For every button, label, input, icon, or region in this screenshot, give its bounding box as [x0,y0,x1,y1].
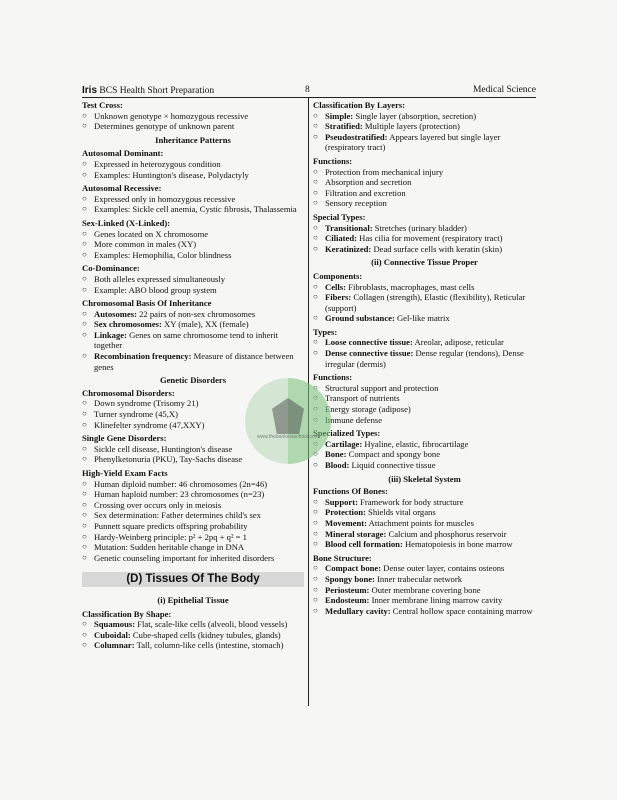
special-heading: Special Types: [313,211,366,222]
item-text: Central hollow space containing marrow [390,605,533,616]
bullet-icon: ○ [313,198,318,208]
item-text: Crossing over occurs only in meiosis [94,499,222,510]
bullet-icon: ○ [82,619,87,629]
item-text: Expressed in heterozygous condition [94,158,221,169]
item-text: Phenylketonuria (PKU), Tay-Sachs disease [94,454,243,465]
functions-list [313,167,536,209]
list-item [313,167,536,178]
item-text: Appears layered but single layer (respiratory tract) [325,131,501,153]
item-term: Fibers: [325,292,352,303]
list-item [313,606,536,617]
bullet-icon: ○ [313,281,318,291]
bullet-icon: ○ [313,131,318,141]
item-term: Support: [325,496,358,507]
list-item [82,510,304,521]
bullet-icon: ○ [82,510,87,520]
test_cross-list [82,111,304,132]
chrom_basis-heading: Chromosomal Basis Of Inheritance [82,298,212,309]
codom-heading: Co-Dominance: [82,263,140,274]
item-term: Compact bone: [325,563,382,574]
item-term: Mineral storage: [325,528,387,539]
bone_struct-list [313,563,536,616]
bullet-icon: ○ [82,158,87,168]
item-text: Hematopoiesis in bone marrow [402,539,513,550]
list-item [313,198,536,209]
bullet-icon: ○ [82,409,87,419]
list-item [82,159,304,170]
item-text: Mutation: Sudden heritable change in DNA [94,542,245,553]
bone_func-list [313,497,536,550]
bullet-icon: ○ [82,273,87,283]
item-text: Unknown genotype × homozygous recessive [94,110,249,121]
bullet-icon: ○ [313,166,318,176]
watermark-text: www.thebankersschool.com [257,434,319,440]
types-list [313,337,536,369]
bullet-icon: ○ [82,228,87,238]
item-term: Dense connective tissue: [325,348,414,359]
list-item [82,319,304,330]
item-text: Stretches (urinary bladder) [372,222,467,233]
item-text: Framework for body structure [357,496,464,507]
item-text: Collagen (strength), Elastic (flexibility), Reticular (support) [325,292,526,313]
list-item [313,507,536,518]
list-item [82,521,304,532]
bullet-icon: ○ [82,454,87,464]
item-text: Liquid connective tissue [349,460,436,470]
item-term: Sex chromosomes: [94,319,162,330]
list-item [313,383,536,394]
bullet-icon: ○ [313,337,318,347]
item-term: Transitional: [325,222,373,233]
functions-heading: Functions: [313,155,353,166]
item-term: Cartilage: [325,438,363,449]
item-text: Energy storage (adipose) [325,404,411,415]
skeletal-system-heading: (iii) Skeletal System [388,473,461,484]
bullet-icon: ○ [313,563,318,573]
item-term: Cuboidal: [94,629,131,640]
item-text: Has cilia for movement (respiratory tract) [356,233,503,244]
page-header [82,84,536,98]
item-text: Gel-like matrix [394,313,450,324]
bullet-icon: ○ [313,222,318,232]
bullet-icon: ○ [313,573,318,583]
item-text: Dense outer layer, contains osteons [381,563,505,574]
bullet-icon: ○ [82,629,87,639]
item-term: Ciliated: [325,233,357,244]
item-text: Areolar, adipose, reticular [412,337,504,348]
list-item [313,460,536,471]
chrom_dis-heading: Chromosomal Disorders: [82,387,175,398]
bullet-icon: ○ [313,243,318,253]
list-item [313,111,536,122]
list-item [82,204,304,215]
list-item [313,337,536,348]
list-item [313,529,536,540]
left-column [82,100,304,651]
sex_linked-heading: Sex-Linked (X-Linked): [82,217,171,228]
list-item [313,292,536,313]
list-item [82,309,304,320]
list-item [82,239,304,250]
item-term: Protection: [325,507,366,518]
bullet-icon: ○ [82,351,87,361]
types-heading: Types: [313,326,338,337]
list-item [313,233,536,244]
item-term: Linkage: [94,329,127,340]
bullet-icon: ○ [313,313,318,323]
item-text: Determines genotype of unknown parent [94,121,235,132]
list-item [82,250,304,261]
item-text: Both alleles expressed simultaneously [94,273,226,284]
list-item [313,497,536,508]
list-item [313,595,536,606]
bullet-icon: ○ [82,542,87,552]
auto_dom-list [82,159,304,180]
item-text: Shields vital organs [365,507,436,518]
list-item [82,274,304,285]
bullet-icon: ○ [82,499,87,509]
bullet-icon: ○ [313,233,318,243]
bullet-icon: ○ [82,478,87,488]
functions2-list [313,383,536,425]
auto_rec-heading: Autosomal Recessive: [82,183,162,194]
list-item [82,489,304,500]
list-item [313,415,536,426]
bullet-icon: ○ [313,605,318,615]
watermark-seal [245,378,331,464]
list-item [82,532,304,543]
single_gene-heading: Single Gene Disorders: [82,433,167,444]
item-text: Calcium and phosphorus reservoir [386,528,507,539]
bullet-icon: ○ [82,319,87,329]
item-text: Absorption and secretion [325,177,412,188]
list-item [313,313,536,324]
item-text: Genes located on X chromosome [94,228,209,239]
item-text: Dense regular (tendons), Dense irregular (dermis) [325,348,524,369]
auto_dom-heading: Autosomal Dominant: [82,148,164,159]
list-item [82,330,304,351]
item-text: Multiple layers (protection) [362,121,460,132]
item-text: Dead surface cells with keratin (skin) [371,243,503,254]
item-text: Examples: Huntington's disease, Polydactyly [94,169,249,180]
functions2-heading: Functions: [313,372,353,383]
bullet-icon: ○ [313,539,318,549]
item-term: Recombination frequency: [94,351,192,362]
list-item [82,640,304,651]
item-text: Single layer (absorption, secretion) [353,110,477,121]
item-term: Autosomes: [94,308,137,319]
header-brand: Iris BCS Health Short Preparation [82,85,215,96]
item-term: Bone: [325,449,347,460]
item-text: XY (male), XX (female) [161,319,249,330]
bullet-icon: ○ [313,292,318,302]
item-text: Attachment points for muscles [367,517,474,528]
item-term: Columnar: [94,640,135,651]
bullet-icon: ○ [82,552,87,562]
item-term: Endosteum: [325,595,370,606]
list-item [313,177,536,188]
list-item [313,518,536,529]
item-term: Cells: [325,281,347,292]
item-text: Structural support and protection [325,382,439,393]
bullet-icon: ○ [313,187,318,197]
item-text: Sensory reception [325,198,387,209]
bullet-icon: ○ [82,239,87,249]
bullet-icon: ○ [313,595,318,605]
test_cross-heading: Test Cross: [82,100,123,110]
item-text: Filtration and excretion [325,187,406,198]
list-item [313,121,536,132]
bullet-icon: ○ [82,640,87,650]
components-list [313,282,536,324]
list-item [313,539,536,550]
genetic-disorders-heading: Genetic Disorders [159,375,227,386]
list-item [82,121,304,132]
item-term: Blood: [325,460,350,470]
bullet-icon: ○ [313,348,318,358]
list-item [82,542,304,553]
bullet-icon: ○ [82,121,87,131]
section-title-banner: (D) Tissues Of The Body [82,572,304,587]
bullet-icon: ○ [82,308,87,318]
list-item [82,285,304,296]
item-text: Tall, column-like cells (intestine, stomach) [134,640,284,651]
item-term: Movement: [325,517,367,528]
item-text: Human haploid number: 23 chromosomes (n=23) [94,489,265,500]
bone_struct-heading: Bone Structure: [313,552,372,563]
specialized-list [313,439,536,471]
item-text: Expressed only in homozygous recessive [94,193,236,204]
bullet-icon: ○ [82,520,87,530]
bullet-icon: ○ [82,249,87,259]
item-term: Pseudostratified: [325,131,388,142]
list-item [82,619,304,630]
right-column [313,100,536,616]
list-item [313,132,536,153]
list-item [313,574,536,585]
bullet-icon: ○ [82,531,87,541]
bullet-icon: ○ [82,284,87,294]
item-term: Periosteum: [325,584,370,595]
item-text: Examples: Sickle cell anemia, Cystic fibrosis, Thalassemia [94,204,297,215]
list-item [82,229,304,240]
bullet-icon: ○ [82,489,87,499]
codom-list [82,274,304,295]
components-heading: Components: [313,270,363,281]
list-item [82,194,304,205]
list-item [82,500,304,511]
list-item [313,585,536,596]
special-list [313,223,536,255]
bullet-icon: ○ [313,460,318,469]
item-term: Squamous: [94,619,136,630]
list-item [82,553,304,564]
bullet-icon: ○ [313,496,318,506]
layers-list [313,111,536,153]
item-text: More common in males (XY) [94,239,197,250]
bullet-icon: ○ [313,449,318,459]
bullet-icon: ○ [313,414,318,424]
bullet-icon: ○ [313,404,318,414]
bone_func-heading: Functions Of Bones: [313,486,388,497]
bullet-icon: ○ [82,398,87,408]
item-term: Ground substance: [325,313,395,324]
list-item [82,630,304,641]
item-text: Example: ABO blood group system [94,284,217,295]
item-term: Medullary cavity: [325,605,391,616]
connective-tissue-heading: (ii) Connective Tissue Proper [371,257,478,268]
bullet-icon: ○ [313,528,318,538]
item-text: Punnett square predicts offspring probability [94,520,248,531]
item-text: Transport of nutrients [325,393,400,404]
item-text: Inner trabecular network [374,573,463,584]
list-item [82,170,304,181]
list-item [313,563,536,574]
list-item [82,111,304,122]
bullet-icon: ○ [82,204,87,214]
list-item [313,244,536,255]
item-text: Klinefelter syndrome (47,XXY) [94,419,205,430]
high_yield-list [82,479,304,564]
bullet-icon: ○ [82,169,87,179]
item-text: Outer membrane covering bone [369,584,481,595]
item-text: Human diploid number: 46 chromosomes (2n=46) [94,478,268,489]
item-text: 22 pairs of non-sex chromosomes [136,308,256,319]
list-item [313,449,536,460]
bullet-icon: ○ [82,193,87,203]
list-item [313,348,536,369]
inheritance-patterns-heading: Inheritance Patterns [155,134,231,145]
item-text: Protection from mechanical injury [325,166,444,177]
item-text: Sex determination: Father determines child's sex [94,510,261,521]
item-text: Down syndrome (Trisomy 21) [94,398,199,409]
bullet-icon: ○ [82,110,87,120]
page-number: 8 [305,85,310,95]
item-term: Loose connective tissue: [325,337,413,348]
item-term: Spongy bone: [325,573,375,584]
specialized-heading: Specialized Types: [313,428,381,439]
bullet-icon: ○ [313,393,318,403]
list-item [82,479,304,490]
sex_linked-list [82,229,304,261]
list-item [313,404,536,415]
list-item [313,393,536,404]
high_yield-heading: High-Yield Exam Facts [82,468,168,478]
epithelial-tissue-heading: (i) Epithelial Tissue [157,594,229,605]
item-term: Simple: [325,110,354,121]
list-item [313,223,536,234]
list-item [82,351,304,372]
bullet-icon: ○ [82,329,87,339]
bullet-icon: ○ [313,438,318,448]
shape-heading: Classification By Shape: [82,608,172,619]
item-text: Genetic counseling important for inherited disorders [94,552,275,563]
item-term: Keratinized: [325,243,372,254]
item-text: Fibroblasts, macrophages, mast cells [346,281,475,292]
bullet-icon: ○ [313,110,318,120]
item-text: Hyaline, elastic, fibrocartilage [362,438,469,449]
bullet-icon: ○ [82,419,87,429]
item-text: Measure of distance between genes [94,351,294,372]
item-text: Examples: Hemophilia, Color blindness [94,249,232,260]
item-term: Blood cell formation: [325,539,403,550]
bullet-icon: ○ [313,517,318,527]
bullet-icon: ○ [313,507,318,517]
list-item [313,282,536,293]
bullet-icon: ○ [313,382,318,392]
list-item [313,188,536,199]
chrom_basis-list [82,309,304,373]
bullet-icon: ○ [313,121,318,131]
item-term: Stratified: [325,121,363,132]
item-text: Genes on same chromosome tend to inherit together [94,329,279,351]
header-subject: Medical Science [472,85,536,95]
item-text: Compact and spongy bone [346,449,441,460]
item-text: Cube-shaped cells (kidney tubules, glands) [130,629,281,640]
bullet-icon: ○ [313,584,318,594]
item-text: Hardy-Weinberg principle: p² + 2pq + q² = 1 [94,531,247,542]
list-item [313,439,536,450]
bullet-icon: ○ [82,443,87,453]
item-text: Flat, scale-like cells (alveoli, blood vessels) [135,619,288,630]
item-text: Sickle cell disease, Huntington's disease [94,443,233,454]
item-text: Inner membrane lining marrow cavity [369,595,503,606]
layers-heading: Classification By Layers: [313,100,406,110]
item-text: Immune defense [325,414,383,425]
item-text: Turner syndrome (45,X) [94,409,178,420]
bullet-icon: ○ [313,177,318,187]
shape-list [82,619,304,651]
auto_rec-list [82,194,304,215]
